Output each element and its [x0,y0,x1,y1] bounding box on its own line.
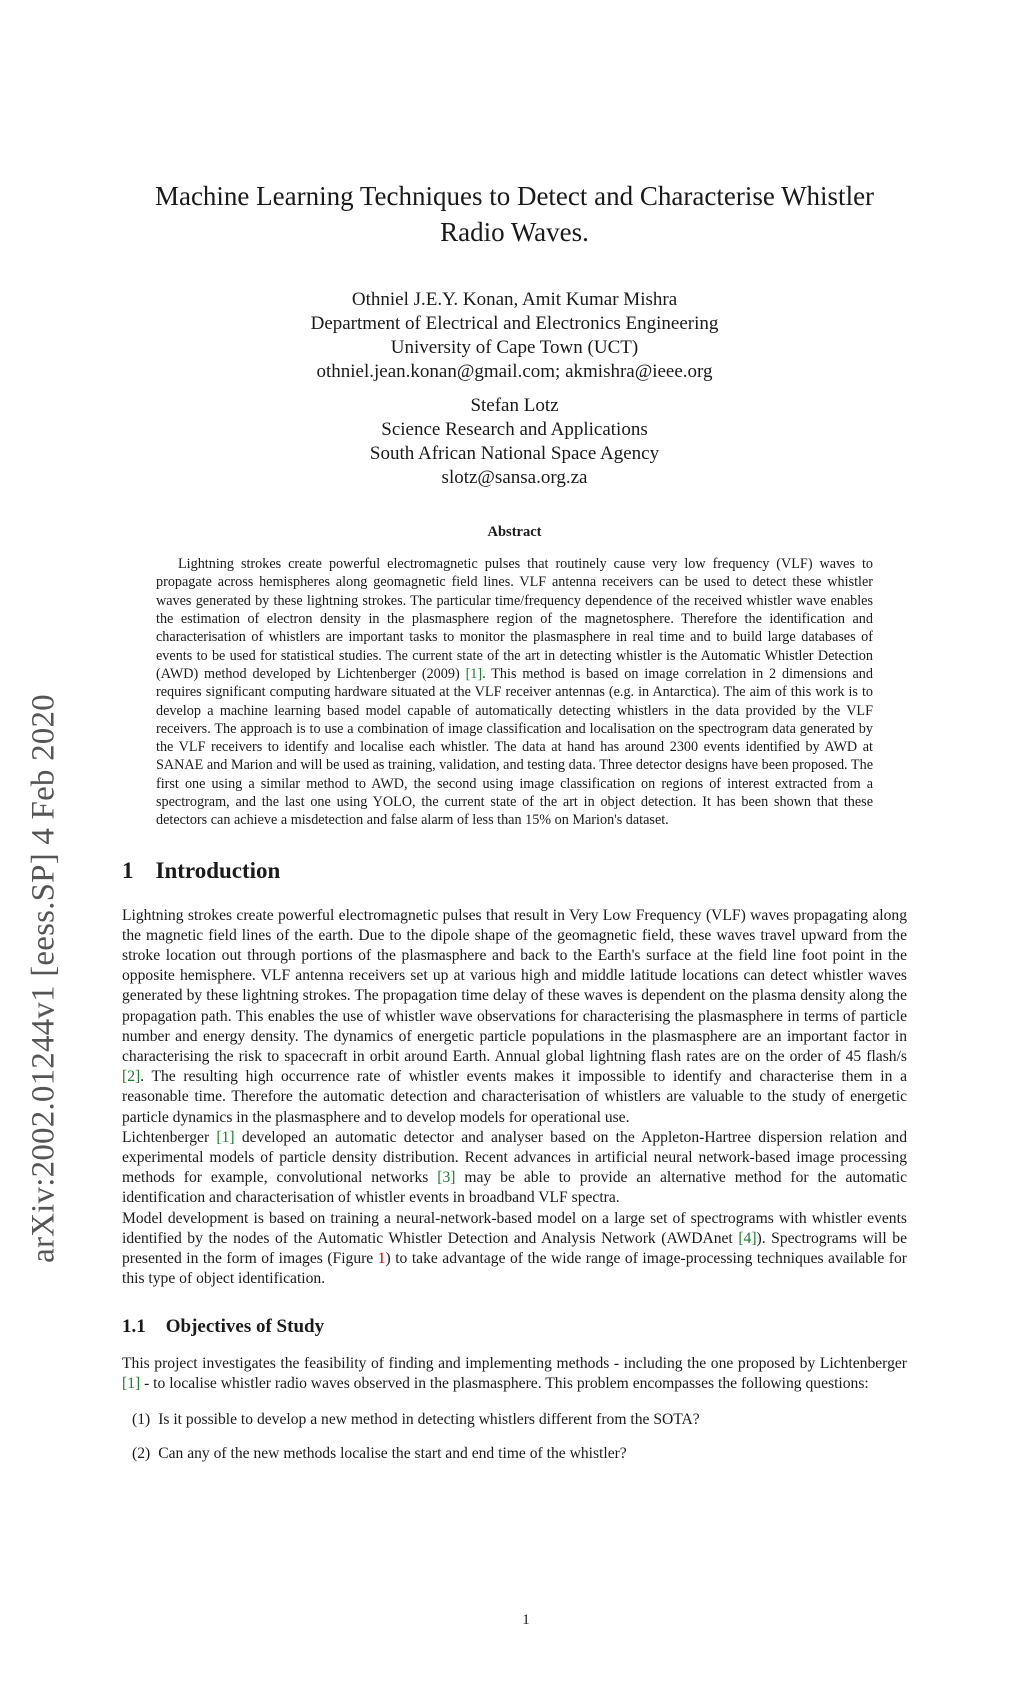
abstract-part-1: Lightning strokes create powerful electromagnetic pulses that routinely cause very low frequency (VLF) waves to propagate across hemispheres along geomagnetic field lines. VLF antenna receivers can be used to detect these whistler waves generated by these lightning strokes. The particular time/frequency dependence of the received whistler wave enables the estimation of electron density in the plasmasphere region of the magnetosphere. Therefore the identification and characterisation of whistlers are important tasks to monitor the plasmasphere in real time and to build large databases of events to be used for statistical studies. The current state of the art in detecting whistler is the Automatic Whistler Detection (AWD) method developed by Lichtenberger (2009) [156,556,873,682]
page-number: 1 [522,1612,530,1628]
section-title: Introduction [155,857,281,883]
text-span: Lightning strokes create powerful electromagnetic pulses that result in Very Low Frequency (VLF) waves propagating along the magnetic field lines of the earth. Due to the dipole shape of the geomagnetic field, these waves travel upward from the stroke location out through portions of the plasmasphere and back to the Earth's surface at the field line foot point in the opposite hemisphere. VLF antenna receivers set up at various high and middle latitude locations can detect whistler waves generated by these lightning strokes. The propagation time delay of these waves is dependent on the plasma density along the propagation path. This enables the use of whistler wave observations for characterising the plasmasphere in terms of particle number and energy density. The dynamics of energetic particle populations in the plasmasphere are an important factor in characterising the risk to spacecraft in orbit around Earth. Annual global lightning flash rates are on the order of 45 flash/s [122,906,907,1066]
citation-link[interactable]: [4] [738,1229,757,1247]
figure-link[interactable]: 1 [377,1250,386,1268]
subsection-heading-objectives [122,1316,907,1338]
text-span: developed an automatic detector and analyser based on the Appleton-Hartree dispersion relation and experimental models of particle density distribution. Recent advances in artificial neural network-based image processing methods for example, convolutional networks [122,1128,907,1187]
abstract-heading: Abstract [487,524,542,540]
author-dept-1: Department of Electrical and Electronics Engineering [310,313,719,334]
questions-list [132,1410,907,1464]
intro-paragraph-3 [122,1209,907,1290]
author-dept-2: Science Research and Applications [381,419,648,440]
section-number: 1 [122,857,134,883]
author-org-2: South African National Space Agency [369,443,660,464]
arxiv-identifier: arXiv:2002.01244v1 [eess.SP] 4 Feb 2020 [25,694,62,1263]
subsection-title: Objectives of Study [165,1315,325,1337]
author-block-2 [122,394,907,490]
citation-link[interactable]: [3] [437,1169,456,1187]
list-item-number: (2) [132,1444,151,1462]
citation-link[interactable]: [2] [122,1068,141,1086]
abstract-text [156,555,873,829]
text-span: . The resulting high occurrence rate of whistler events makes it impossible to identify and characterise them in a reasonable time. Therefore the automatic detection and characterisation of whistlers are valuable to the study of energetic particle dynamics in the plasmasphere and to develop models for operational use. [122,1068,907,1126]
text-span: ) to take advantage of the wide range of image-processing techniques available for this type of object identification. [122,1250,907,1288]
author-section [122,288,907,490]
text-span: Model development is based on training a neural-network-based model on a large set of spectrograms with whistler events identified by the nodes of the Automatic Whistler Detection and Analysis Network (AWDAnet [122,1209,907,1247]
abstract [156,524,873,830]
objectives-paragraph [122,1354,907,1394]
paper-page [122,178,907,1478]
citation-link[interactable]: [1] [122,1374,141,1392]
abstract-part-2: . This method is based on image correlation in 2 dimensions and requires significant computing hardware situated at the VLF receiver antennas (e.g. in Antarctica). The aim of this work is to develop a machine learning based model capable of automatically detecting whistlers in the data provided by the VLF receivers. The approach is to use a combination of image classification and localisation on the spectrogram data generated by the VLF receivers to identify and localise each whistler. The data at hand has around 2300 events identified by AWD at SANAE and Marion and will be used as training, validation, and testing data. Three detector designs have been proposed. The first one using a similar method to AWD, the second using image classification on regions of interest extracted from a spectrogram, and the last one using YOLO, the current state of the art in object detection. It has been shown that these detectors can achieve a misdetection and false alarm of less than 15% on Marion's dataset. [156,665,873,829]
text-span: Lichtenberger [122,1128,217,1146]
author-names-2: Stefan Lotz [470,395,559,416]
section-heading-introduction [122,858,907,884]
citation-link[interactable]: [1] [465,665,483,682]
author-block-1 [122,288,907,384]
author-email-1: othniel.jean.konan@gmail.com; akmishra@ieee.org [316,361,713,382]
intro-paragraph-1 [122,906,907,1128]
text-span: This project investigates the feasibility of finding and implementing methods - including the one proposed by Lichtenberger [122,1354,907,1372]
subsection-number: 1.1 [122,1315,146,1337]
author-email-2: slotz@sansa.org.za [441,467,588,488]
author-univ-1: University of Cape Town (UCT) [390,337,639,358]
text-span: - to localise whistler radio waves observed in the plasmasphere. This problem encompasses the following questions: [140,1374,869,1392]
list-item-number: (1) [132,1410,151,1428]
text-span: may be able to provide an alternative method for the automatic identification and characterisation of whistler events in broadband VLF spectra. [122,1169,907,1207]
list-item-text: Is it possible to develop a new method in detecting whistlers different from the SOTA? [158,1410,700,1428]
citation-link[interactable]: [1] [216,1128,235,1146]
intro-paragraph-2 [122,1128,907,1209]
arxiv-sidebar [24,40,64,1400]
text-span: ). Spectrograms will be presented in the form of images (Figure [122,1229,907,1268]
list-item [132,1410,907,1430]
list-item-text: Can any of the new methods localise the start and end time of the whistler? [158,1444,627,1462]
paper-title: Machine Learning Techniques to Detect and Characterise Whistler Radio Waves. [154,181,875,247]
author-names-1: Othniel J.E.Y. Konan, Amit Kumar Mishra [351,289,678,310]
list-item [132,1444,907,1464]
